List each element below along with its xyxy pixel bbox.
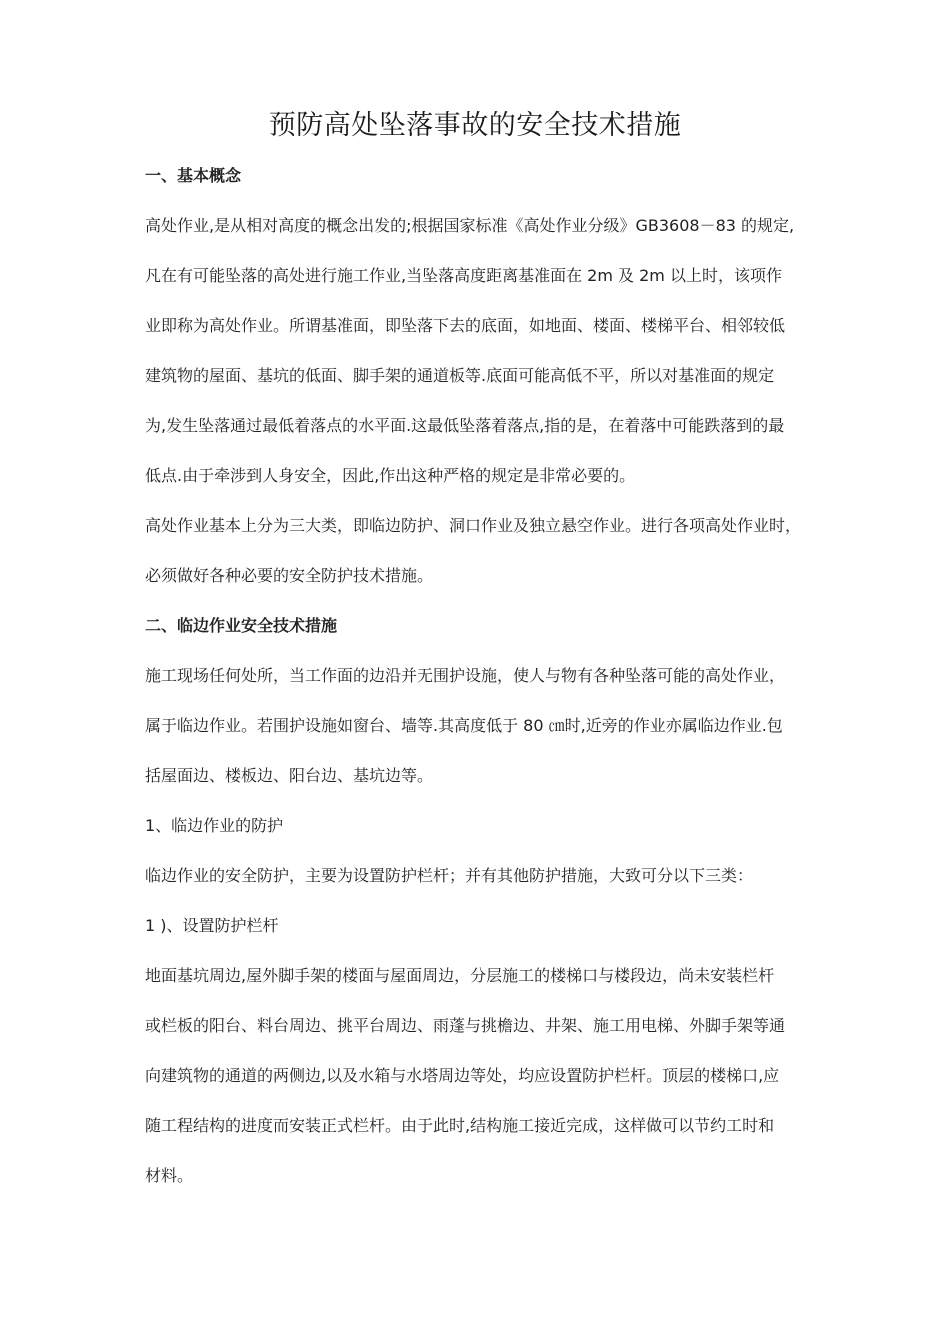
paragraph-line: 为,发生坠落通过最低着落点的水平面.这最低坠落着落点,指的是，在着落中可能跌落到的最 xyxy=(145,416,785,435)
paragraph-line: 地面基坑周边,屋外脚手架的楼面与屋面周边，分层施工的楼梯口与楼段边，尚未安装栏杆 xyxy=(145,966,775,985)
paragraph-line: 高处作业,是从相对高度的概念出发的;根据国家标准《高处作业分级》GB3608－83 的规定, xyxy=(145,216,795,235)
section-heading-edge-work: 二、临边作业安全技术措施 xyxy=(145,616,338,635)
paragraph-line: 随工程结构的进度而安装正式栏杆。由于此时,结构施工接近完成，这样做可以节约工时和 xyxy=(145,1116,775,1135)
paragraph-line: 必须做好各种必要的安全防护技术措施。 xyxy=(145,566,434,585)
document-title: 预防高处坠落事故的安全技术措施 xyxy=(268,110,682,141)
paragraph-line: 材料。 xyxy=(145,1166,194,1185)
paragraph-line: 括屋面边、楼板边、阳台边、基坑边等。 xyxy=(145,766,434,785)
subheading-edge-protection: 1、临边作业的防护 xyxy=(145,816,284,835)
paragraph-line: 建筑物的屋面、基坑的低面、脚手架的通道板等.底面可能高低不平，所以对基准面的规定 xyxy=(145,366,775,385)
paragraph-line: 临边作业的安全防护，主要为设置防护栏杆；并有其他防护措施，大致可分以下三类： xyxy=(145,866,754,885)
paragraph-line: 业即称为高处作业。所谓基准面，即坠落下去的底面，如地面、楼面、楼梯平台、相邻较低 xyxy=(145,316,786,335)
paragraph-line: 低点.由于牵涉到人身安全，因此,作出这种严格的规定是非常必要的。 xyxy=(145,466,636,485)
paragraph-line: 或栏板的阳台、料台周边、挑平台周边、雨蓬与挑檐边、井架、施工用电梯、外脚手架等通 xyxy=(145,1016,786,1035)
subheading-guardrails: 1 )、设置防护栏杆 xyxy=(145,916,279,935)
paragraph-line: 凡在有可能坠落的高处进行施工作业,当坠落高度距离基准面在 2m 及 2m 以上时，该项作 xyxy=(145,266,782,285)
paragraph-line: 高处作业基本上分为三大类，即临边防护、洞口作业及独立悬空作业。进行各项高处作业时， xyxy=(145,516,802,535)
paragraph-line: 属于临边作业。若围护设施如窗台、墙等.其高度低于 80 ㎝时,近旁的作业亦属临边作业.包 xyxy=(145,716,783,735)
section-heading-basic-concepts: 一、基本概念 xyxy=(145,166,242,185)
paragraph-line: 向建筑物的通道的两侧边,以及水箱与水塔周边等处，均应设置防护栏杆。顶层的楼梯口,应 xyxy=(145,1066,780,1085)
paragraph-line: 施工现场任何处所，当工作面的边沿并无围护设施，使人与物有各种坠落可能的高处作业， xyxy=(145,666,786,685)
